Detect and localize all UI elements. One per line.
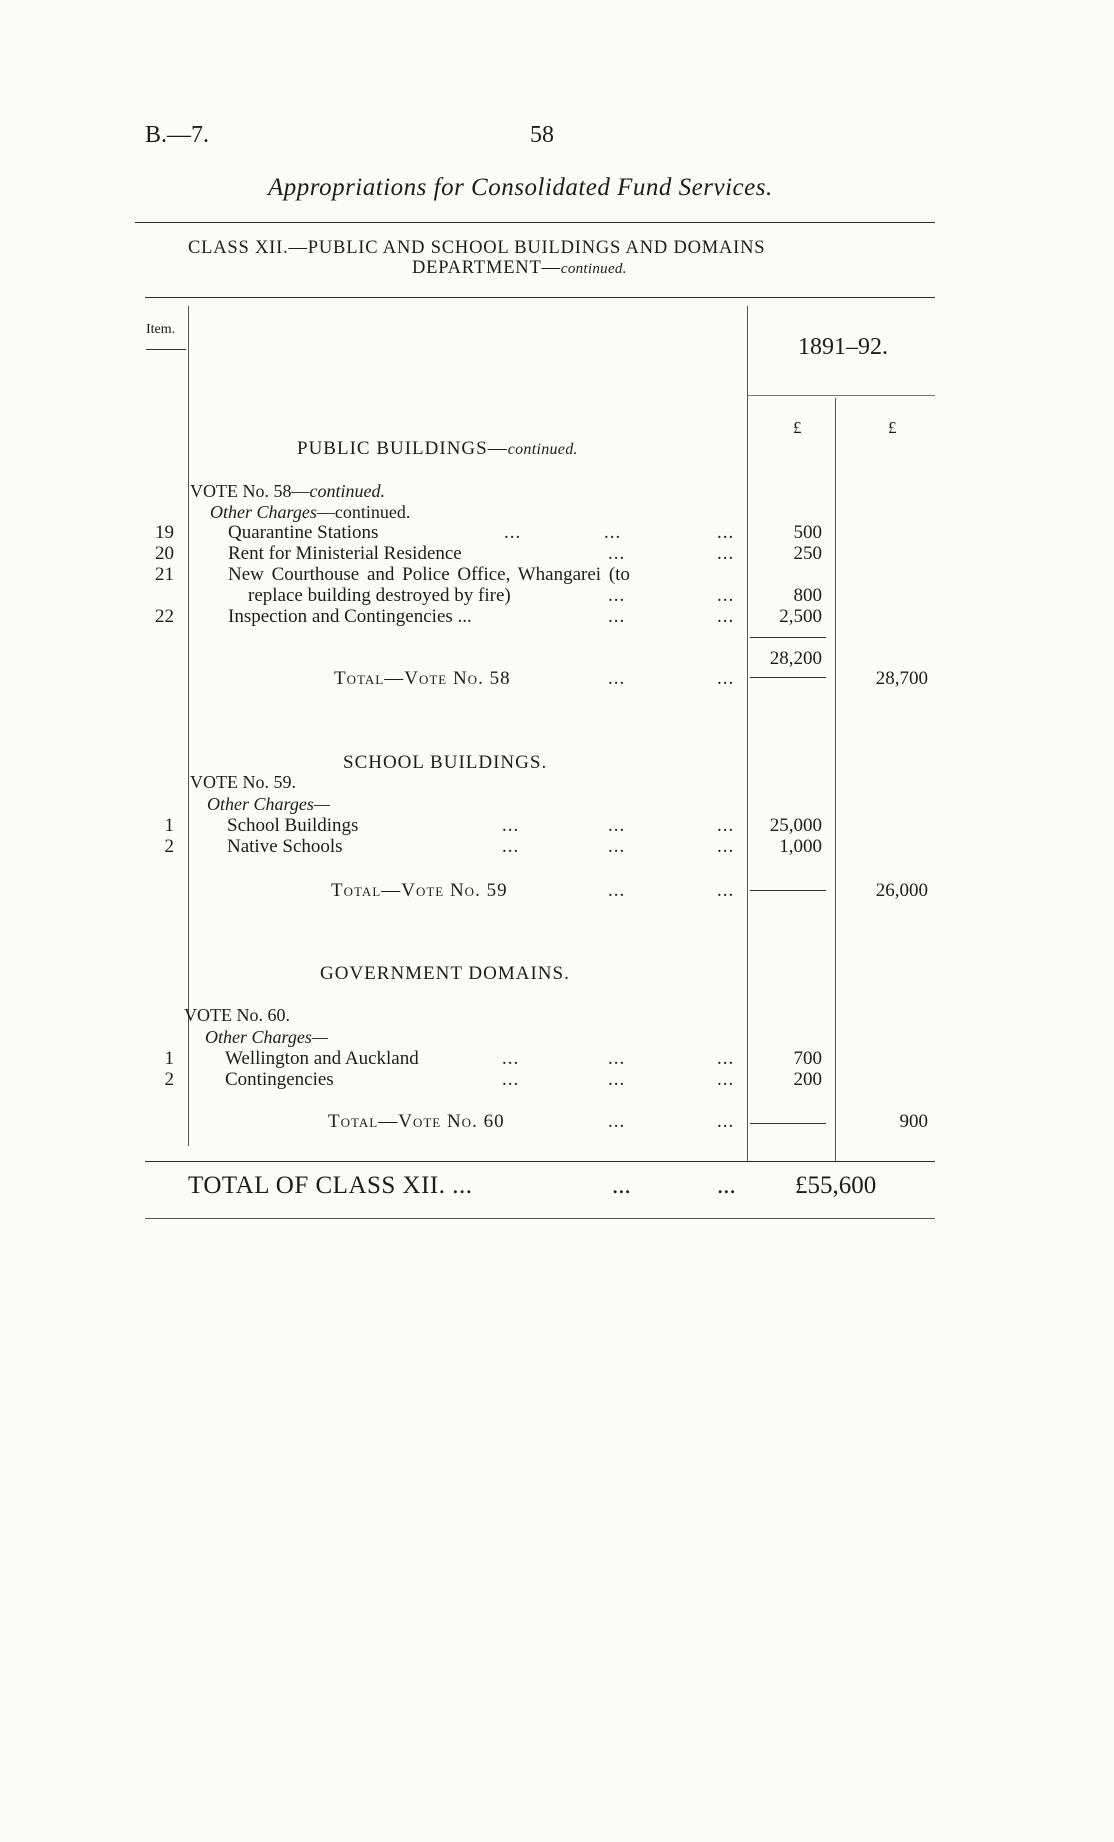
leader-dots: ...	[608, 585, 626, 606]
item-description: Native Schools	[227, 836, 343, 857]
item-description-continued: replace building destroyed by fire)	[248, 585, 511, 606]
vote-59-heading: VOTE No. 59.	[190, 772, 296, 792]
vote-60-total-label: Total—Vote No. 60	[328, 1111, 505, 1132]
leader-dots: ...	[608, 1069, 626, 1090]
leader-dots: ...	[504, 522, 522, 543]
item-amount: 200	[793, 1069, 822, 1090]
item-amount: 500	[793, 522, 822, 543]
vote-58-subtotal: 28,200	[769, 648, 822, 669]
year-header: 1891–92.	[798, 334, 888, 360]
page-number: 58	[530, 122, 554, 148]
vote-59-other-charges: Other Charges—	[207, 794, 330, 814]
grand-total-rule-top	[145, 1161, 935, 1162]
leader-dots: ...	[612, 1172, 631, 1199]
item-number: 19	[155, 522, 174, 543]
vote-59-total-label: Total—Vote No. 59	[331, 880, 508, 901]
vote-58-main: VOTE No. 58—	[190, 481, 310, 501]
subtotal-rule-top	[750, 637, 826, 638]
leader-dots: ...	[608, 815, 626, 836]
leader-dots: ...	[717, 606, 735, 627]
vote-60-total: 900	[899, 1111, 928, 1132]
public-buildings-heading-italic: continued.	[507, 441, 578, 458]
item-amount: 700	[793, 1048, 822, 1069]
item-amount: 25,000	[769, 815, 822, 836]
grand-total-rule-bottom	[145, 1218, 935, 1219]
page-title: Appropriations for Consolidated Fund Services.	[268, 174, 773, 201]
class-heading-line2-main: DEPARTMENT—	[412, 258, 561, 278]
leader-dots: ...	[717, 1172, 736, 1199]
item-number: 21	[155, 564, 174, 585]
item-description: Wellington and Auckland	[225, 1048, 419, 1069]
leader-dots: ...	[717, 585, 735, 606]
leader-dots: ...	[717, 543, 735, 564]
item-number: 1	[164, 1048, 174, 1069]
item-number: 22	[155, 606, 174, 627]
leader-dots: ...	[717, 836, 735, 857]
leader-dots: ...	[717, 1111, 735, 1132]
vote-60-heading: VOTE No. 60.	[184, 1005, 290, 1025]
leader-dots: ...	[604, 522, 622, 543]
leader-dots: ...	[717, 668, 735, 689]
item-description: School Buildings	[227, 815, 359, 836]
leader-dots: ...	[608, 880, 626, 901]
vote-58-total-label: Total—Vote No. 58	[334, 668, 511, 689]
vote-60-other-charges: Other Charges—	[205, 1027, 328, 1047]
public-buildings-heading	[297, 438, 578, 460]
item-number: 2	[164, 1069, 174, 1090]
top-rule	[135, 222, 935, 223]
heading-rule	[145, 297, 935, 298]
leader-dots: ...	[608, 1048, 626, 1069]
leader-dots: ...	[502, 1048, 520, 1069]
government-domains-heading: GOVERNMENT DOMAINS.	[320, 963, 570, 984]
leader-dots: ...	[502, 836, 520, 857]
vote-58-heading	[190, 481, 385, 502]
item-amount: 250	[793, 543, 822, 564]
vote-59-total-rule	[750, 890, 826, 891]
item-amount: 2,500	[779, 606, 822, 627]
currency-symbol-total: £	[888, 418, 897, 437]
leader-dots: ...	[502, 815, 520, 836]
leader-dots: ...	[717, 522, 735, 543]
leader-dots: ...	[502, 1069, 520, 1090]
item-number: 20	[155, 543, 174, 564]
item-description: Quarantine Stations	[228, 522, 379, 543]
leader-dots: ...	[717, 1048, 735, 1069]
grand-total-amount: £55,600	[795, 1172, 877, 1199]
class-heading-line2-italic: continued.	[560, 261, 627, 277]
vote-60-total-rule	[750, 1123, 826, 1124]
vote-58-other-italic: Other Charges	[210, 502, 317, 522]
subtotal-rule-bottom	[750, 677, 826, 678]
class-heading-line2	[412, 258, 627, 279]
item-description: Contingencies	[225, 1069, 334, 1090]
item-amount: 800	[793, 585, 822, 606]
item-description: New Courthouse and Police Office, Whangarei (to	[228, 564, 630, 585]
public-buildings-heading-main: PUBLIC BUILDINGS—	[297, 438, 508, 459]
leader-dots: ...	[717, 815, 735, 836]
item-number: 1	[164, 815, 174, 836]
item-amount: 1,000	[779, 836, 822, 857]
leader-dots: ...	[608, 836, 626, 857]
grand-total-label: TOTAL OF CLASS XII. ...	[188, 1172, 473, 1199]
total-column-rule	[835, 398, 836, 1161]
item-number: 2	[164, 836, 174, 857]
school-buildings-heading: SCHOOL BUILDINGS.	[343, 752, 548, 773]
leader-dots: ...	[608, 543, 626, 564]
leader-dots: ...	[608, 606, 626, 627]
vote-59-total: 26,000	[875, 880, 928, 901]
class-heading-line1: CLASS XII.—PUBLIC AND SCHOOL BUILDINGS AND DOMAINS	[188, 238, 766, 258]
document-reference: B.—7.	[145, 122, 210, 148]
leader-dots: ...	[608, 668, 626, 689]
leader-dots: ...	[608, 1111, 626, 1132]
item-description: Inspection and Contingencies ...	[228, 606, 472, 627]
leader-dots: ...	[717, 880, 735, 901]
item-column-header: Item.	[146, 322, 176, 337]
amount-column-rule	[747, 306, 748, 1161]
vote-58-other-rest: —continued.	[316, 502, 411, 522]
vote-58-italic: continued.	[309, 481, 385, 501]
year-underline	[747, 395, 935, 396]
item-header-underline	[146, 349, 186, 350]
item-description: Rent for Ministerial Residence	[228, 543, 462, 564]
vote-58-other-charges	[210, 502, 410, 523]
leader-dots: ...	[717, 1069, 735, 1090]
vote-58-total: 28,700	[875, 668, 928, 689]
currency-symbol-amount: £	[793, 418, 802, 437]
